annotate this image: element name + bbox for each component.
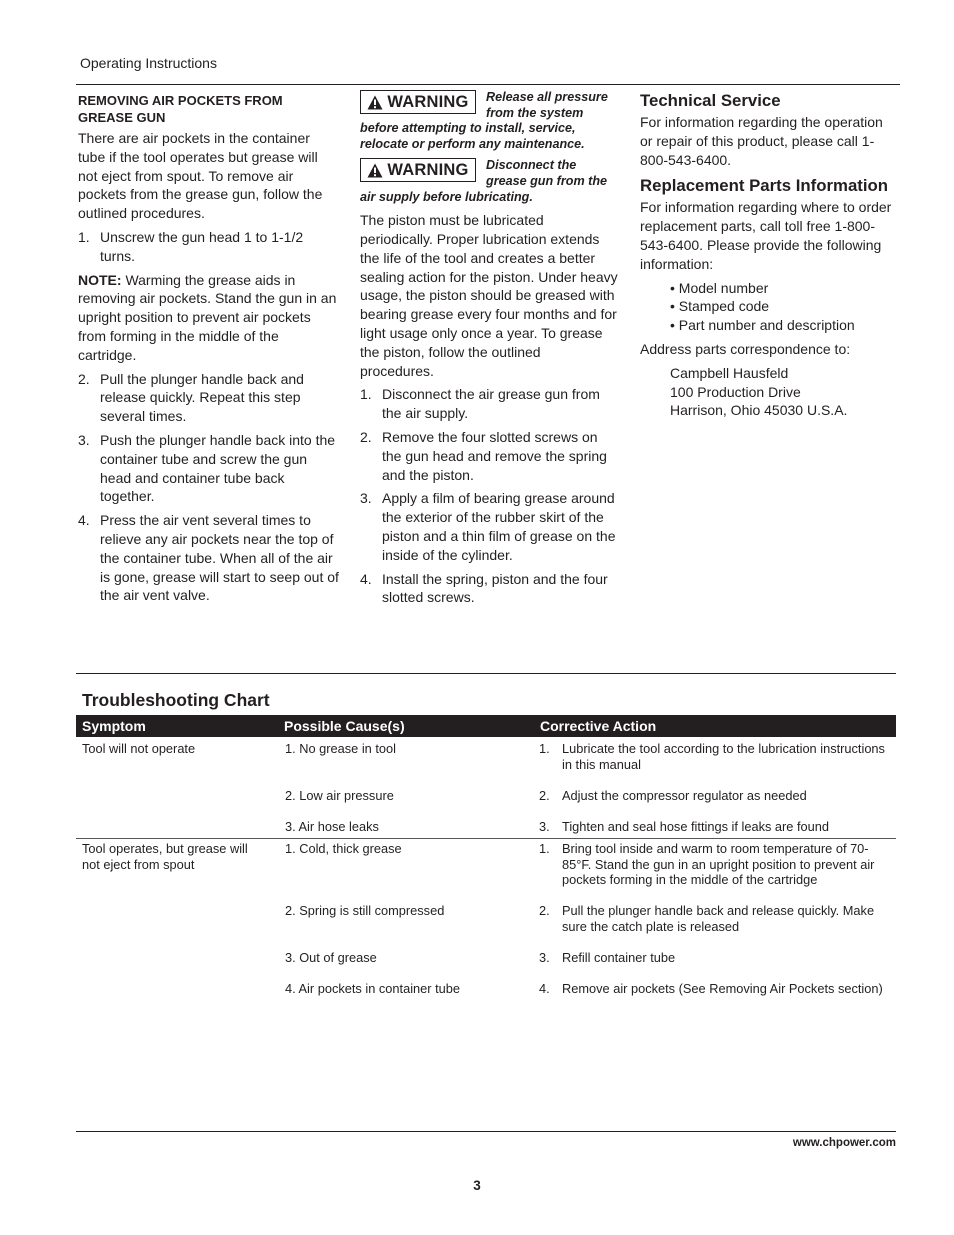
address-intro: Address parts correspondence to:	[640, 340, 851, 357]
cause-cell: 1. Cold, thick grease	[285, 841, 402, 856]
action-cell: 4. Remove air pockets (See Removing Air Pockets section)	[539, 981, 883, 996]
air-pockets-intro: There are air pockets in the container tube if the tool operates but grease will not eject from spout. To remove air pockets from the grease gun, follow the outlined procedures.	[78, 130, 323, 222]
cause-cell: 2. Low air pressure	[285, 788, 394, 803]
list-item: 4. Press the air vent several times to relieve any air pockets near the top of the container tube. When all of the air is gone, grease will start to seep out of the air vent valve.	[78, 512, 339, 604]
address-line: Harrison, Ohio 45030 U.S.A.	[670, 402, 848, 419]
warning-badge: WARNING	[360, 90, 476, 114]
cause-cell: 4. Air pockets in container tube	[285, 981, 460, 996]
troubleshooting-header-row	[76, 715, 896, 737]
header-rule	[76, 84, 900, 85]
section-rule	[76, 673, 896, 674]
column-header-symptom: Symptom	[82, 718, 146, 734]
cause-cell: 3. Out of grease	[285, 950, 377, 965]
warning-triangle-icon	[367, 95, 383, 110]
footer-rule	[76, 1131, 896, 1132]
air-pockets-steps-b	[78, 370, 340, 606]
lubrication-steps	[360, 385, 618, 607]
warning-block-2	[360, 158, 618, 205]
list-item: 2. Remove the four slotted screws on the gun head and remove the spring and the piston.	[360, 428, 607, 483]
column-air-pockets	[78, 93, 340, 610]
technical-service-text: For information regarding the operation or repair of this product, please call 1-800-543-6400.	[640, 114, 883, 168]
warning-text-1: Release all pressure from the system before attempting to install, service, relocate or perform any maintenance.	[360, 90, 608, 151]
symptom-cell: Tool will not operate	[82, 741, 196, 756]
running-header: Operating Instructions	[80, 55, 217, 71]
lubrication-intro: The piston must be lubricated periodically. Proper lubrication extends the life of the tool and creates a better sealing action for the piston. Under heavy usage, the piston should be greased with bearing grease every four months and for light usage only once a year. To grease the piston, follow the outlined procedures.	[360, 212, 618, 379]
list-item: • Model number	[670, 279, 769, 296]
action-cell: 1. Bring tool inside and warm to room temperature of 70-85°F. Stand the gun in an upright position to prevent air pockets forming in the middle of the cartridge	[539, 841, 875, 888]
list-item: 2. Pull the plunger handle back and release quickly. Repeat this step several times.	[78, 370, 304, 425]
mailing-address	[640, 364, 892, 420]
cause-cell: 1. No grease in tool	[285, 741, 396, 756]
list-item: 4. Install the spring, piston and the four slotted screws.	[360, 570, 608, 606]
column-lubrication	[360, 90, 618, 612]
address-line: Campbell Hausfeld	[670, 364, 789, 381]
list-item: 1. Disconnect the air grease gun from the air supply.	[360, 386, 600, 422]
row-divider	[76, 838, 896, 839]
column-service	[640, 92, 892, 420]
cause-cell: 3. Air hose leaks	[285, 819, 379, 834]
note-label: NOTE:	[78, 271, 122, 288]
warning-block-1	[360, 90, 618, 152]
column-header-cause: Possible Cause(s)	[284, 718, 405, 734]
troubleshooting-title: Troubleshooting Chart	[82, 690, 270, 710]
action-cell: 3. Refill container tube	[539, 950, 676, 965]
technical-service-heading: Technical Service	[640, 91, 781, 110]
symptom-cell: Tool operates, but grease will not eject from spout	[82, 841, 248, 872]
action-cell: 1. Lubricate the tool according to the lubrication instructions in this manual	[539, 741, 885, 772]
section-heading-air-pockets: REMOVING AIR POCKETS FROM GREASE GUN	[78, 93, 283, 125]
action-cell: 2. Adjust the compressor regulator as needed	[539, 788, 807, 803]
page-number: 3	[473, 1178, 481, 1193]
parts-info-list	[640, 279, 892, 335]
list-item: • Stamped code	[670, 298, 770, 315]
replacement-parts-heading: Replacement Parts Information	[640, 176, 889, 196]
cause-cell: 2. Spring is still compressed	[285, 903, 445, 918]
air-pockets-steps-a	[78, 228, 340, 266]
list-item: 3. Push the plunger handle back into the container tube and screw the gun head and container tube back together.	[78, 431, 336, 505]
column-header-action: Corrective Action	[540, 718, 657, 734]
note-text: Warming the grease aids in removing air pockets. Stand the gun in an upright position to prevent air pockets from forming in the middle of the cartridge.	[78, 271, 337, 363]
action-cell: 2. Pull the plunger handle back and release quickly. Make sure the catch plate is released	[539, 903, 875, 934]
warning-triangle-icon	[367, 163, 383, 178]
replacement-parts-text: For information regarding where to order replacement parts, call toll free 1-800-543-6400. Please provide the following information:	[640, 199, 892, 272]
warning-text-2: Disconnect the grease gun from the air supply before lubricating.	[360, 158, 608, 204]
action-cell: 3. Tighten and seal hose fittings if leaks are found	[539, 819, 830, 834]
list-item: 1. Unscrew the gun head 1 to 1-1/2 turns.	[78, 228, 304, 264]
list-item: • Part number and description	[670, 317, 855, 334]
website-url: www.chpower.com	[792, 1137, 896, 1149]
warning-badge: WARNING	[360, 158, 476, 182]
list-item: 3. Apply a film of bearing grease around the exterior of the rubber skirt of the piston and a thin film of grease on the inside of the cylinder.	[360, 490, 616, 563]
note-paragraph	[78, 271, 340, 365]
address-line: 100 Production Drive	[670, 383, 801, 400]
